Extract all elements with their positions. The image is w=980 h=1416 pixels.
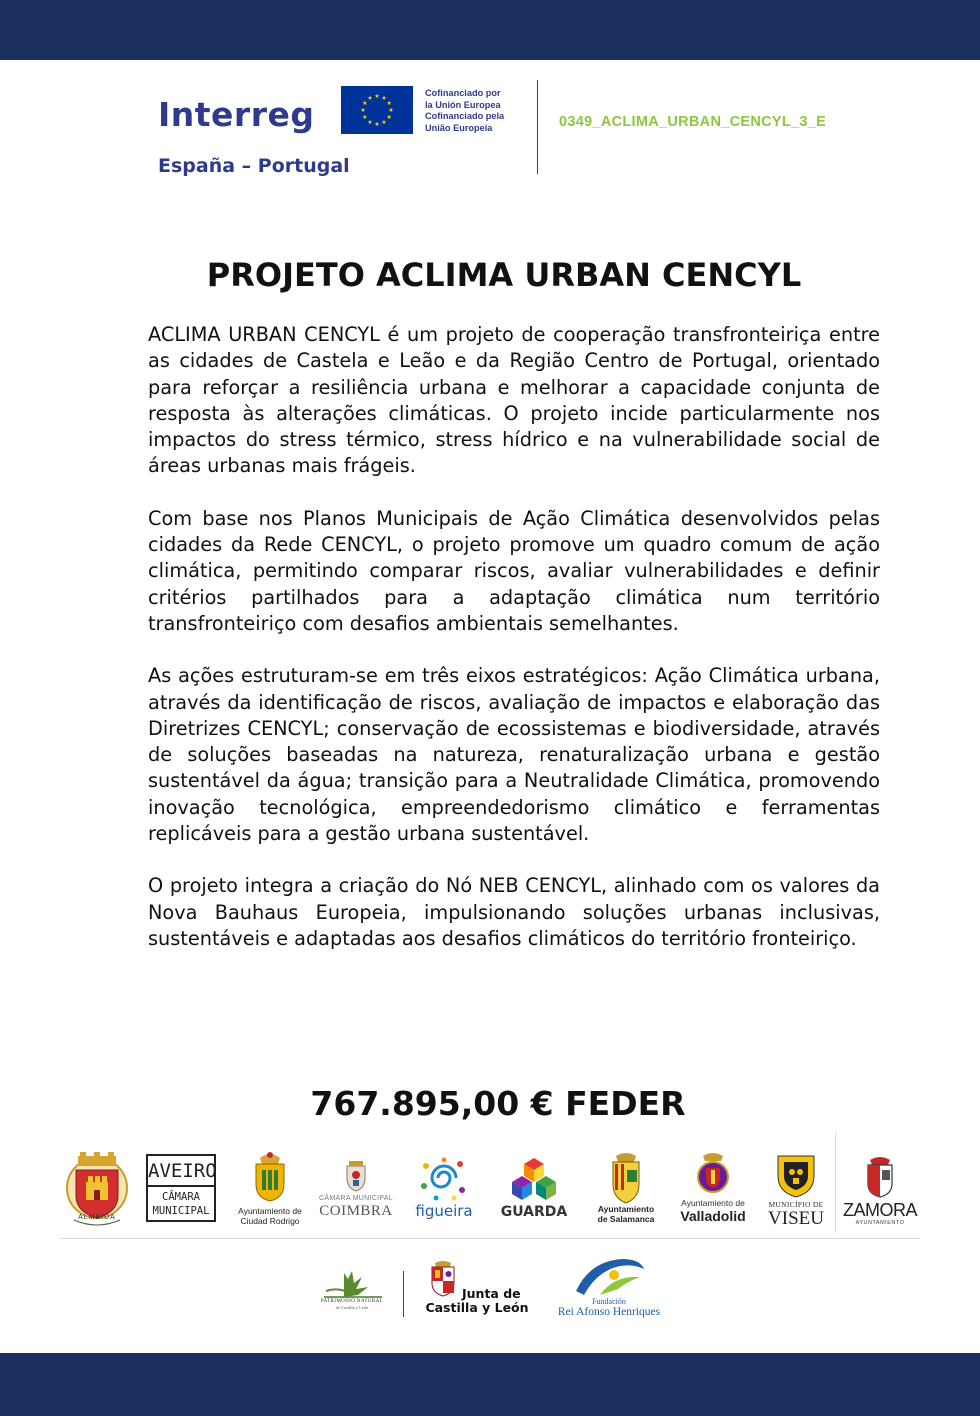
salamanca-line2: de Salamanca <box>597 1214 655 1224</box>
eu-line: Cofinanciado pela <box>425 111 505 121</box>
valladolid-line2: Valladolid <box>680 1208 746 1224</box>
junta-line1: Junta de <box>462 1286 521 1301</box>
zamora-name: ZAMORA <box>842 1200 917 1220</box>
bottom-band <box>0 1353 980 1416</box>
almeida-label: ALMEIDA <box>78 1214 116 1221</box>
logo-divider <box>835 1133 836 1233</box>
partner-logos <box>318 1255 678 1325</box>
fundacion-line1: Fundación <box>592 1297 626 1306</box>
aveiro-line2: MUNICIPAL <box>152 1205 210 1217</box>
guarda-cubes-icon <box>510 1156 558 1204</box>
ciudad-rodrigo-label <box>230 1206 310 1226</box>
eu-line: União Europeia <box>425 122 493 133</box>
eu-line: Cofinanciado por <box>425 88 501 98</box>
interreg-logo-text: Interreg <box>158 95 315 134</box>
paragraph: ACLIMA URBAN CENCYL é um projeto de cooperação transfronteiriça entre as cidades de Castela e Leão e da Região Centro de Portugal, orientado para reforçar a resiliência urbana e melhorar a capacidade conjunta de resposta às alterações climáticas. O projeto incide particularmente nos impactos do stress térmico, stress hídrico e na vulnerabilidade social de áreas urbanas mais frágeis. <box>148 323 880 478</box>
paragraph: O projeto integra a criação do Nó NEB CENCYL, alinhado com os valores da Nova Bauhaus Europeia, impulsionando soluções urbanas inclusivas, sustentáveis e adaptadas aos desafios climáticos do território fronteiriço. <box>148 874 880 950</box>
project-code: 0349_ACLIMA_URBAN_CENCYL_3_E <box>559 114 827 130</box>
zamora-sub: AYUNTAMIENTO <box>855 1220 905 1226</box>
logo-rule <box>60 1238 920 1239</box>
partner-divider <box>403 1271 404 1317</box>
junta-line2: Castilla y León <box>425 1300 529 1315</box>
viseu-line2: VISEU <box>768 1208 824 1229</box>
fundacion-line2: Rei Afonso Henriques <box>557 1306 661 1318</box>
coimbra-line1: CÂMARA MUNICIPAL <box>319 1195 393 1202</box>
aveiro-logo <box>146 1154 216 1222</box>
region-label: España – Portugal <box>158 155 350 177</box>
guarda-name: GUARDA <box>500 1204 568 1220</box>
viseu-line1: MUNICÍPIO DE <box>768 1200 824 1209</box>
figueira-name: figueira <box>415 1202 473 1220</box>
valladolid-line1: Ayuntamiento de <box>681 1198 745 1208</box>
aveiro-line1: CÂMARA <box>162 1191 200 1203</box>
eu-cofinancing-text <box>425 88 535 134</box>
patrimonio-line1: PATRIMONIO NATURAL <box>320 1299 384 1304</box>
document-title: PROJETO ACLIMA URBAN CENCYL <box>206 256 802 294</box>
paragraph: Com base nos Planos Municipais de Ação Climática desenvolvidos pelas cidades da Rede CENCYL, o projeto promove um quadro comum de ação climática, permitindo comparar riscos, avaliar vulnerabilidades e definir critérios partilhados para a adaptação climática num território transfronteiriço com desafios ambientais semelhantes. <box>148 506 880 635</box>
salamanca-crest-icon <box>609 1150 643 1204</box>
viseu-shield-icon <box>774 1152 818 1198</box>
paragraph: As ações estruturam-se em três eixos estratégicos: Ação Climática urbana, através da identificação de riscos, avaliação de impactos e elaboração das Diretrizes CENCYL; conservação de ecossistemas e biodiversidade, através de soluções baseadas na natureza, renaturalização urbana e gestão sustentável da água; transição para a Neutralidade Climática, promovendo inovação tecnológica, empreendedorismo climático e ferramentas replicáveis para a gestão urbana sustentável. <box>148 664 880 846</box>
patrimonio-line2: de Castilla y León <box>335 1305 369 1310</box>
ciudad-rodrigo-line2: Ciudad Rodrigo <box>240 1216 300 1226</box>
municipality-logos <box>60 1148 920 1238</box>
fundacion-swoosh-icon <box>570 1255 648 1299</box>
zamora-crest-icon <box>864 1154 896 1198</box>
salamanca-line1: Ayuntamiento <box>597 1204 655 1214</box>
coimbra-line2: COIMBRA <box>319 1203 393 1219</box>
top-band <box>0 0 980 60</box>
valladolid-crest-icon <box>696 1150 730 1196</box>
junta-crest-icon <box>430 1259 456 1297</box>
salamanca-label <box>586 1204 666 1224</box>
coimbra-crest-icon <box>341 1160 371 1192</box>
eu-line: la Unión Europea <box>425 99 501 110</box>
body-text <box>148 322 880 978</box>
header-divider <box>537 80 538 174</box>
ciudad-rodrigo-crest-icon <box>252 1150 288 1202</box>
ciudad-rodrigo-line1: Ayuntamiento de <box>238 1206 302 1216</box>
eu-flag-icon <box>341 86 413 134</box>
patrimonio-leaf-icon <box>322 1269 384 1301</box>
funding-amount: 767.895,00 € FEDER <box>310 1084 686 1123</box>
aveiro-name: AVEIRO <box>148 1156 214 1187</box>
figueira-spiral-icon <box>420 1156 468 1202</box>
